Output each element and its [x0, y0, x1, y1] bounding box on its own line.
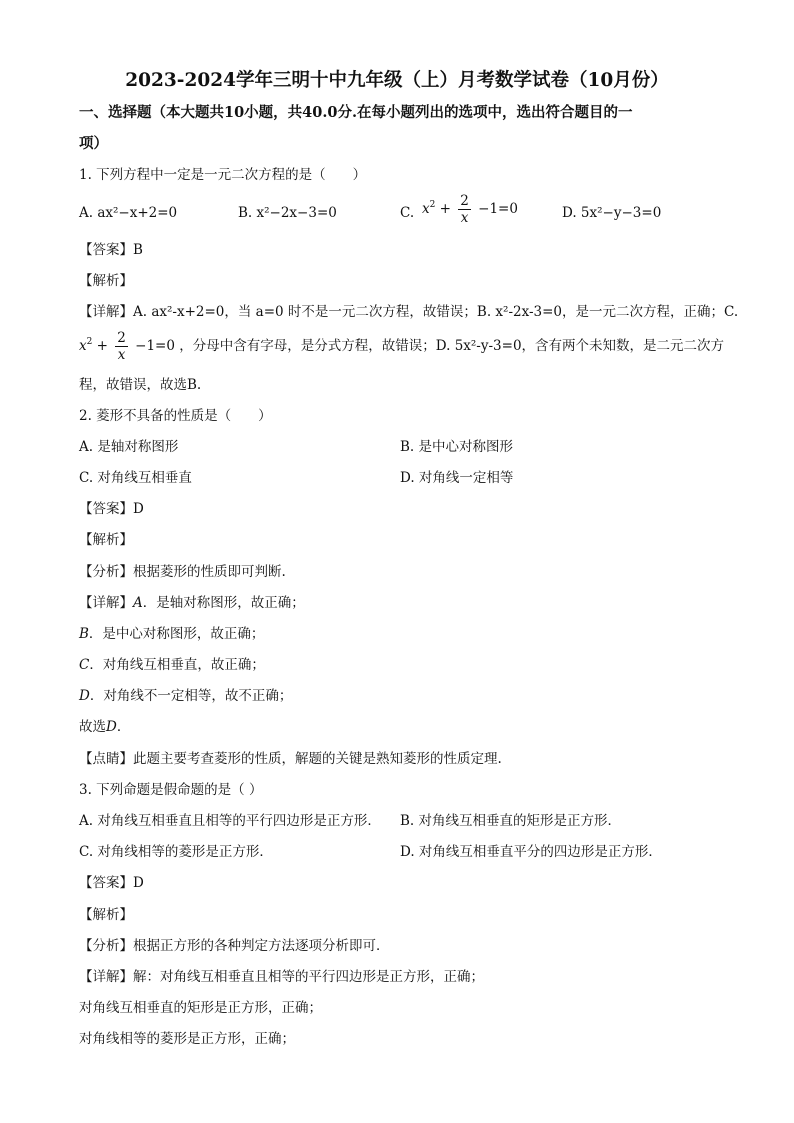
q3-jiexi: 【解析】: [79, 907, 133, 923]
section-heading-line1: 一、选择题（本大题共10小题，共40.0分.在每小题列出的选项中，选出符合题目的一: [79, 104, 633, 121]
q2-choose: [79, 718, 130, 736]
q2-stem: 2. 菱形不具备的性质是（ ）: [79, 408, 272, 424]
q2-answer: 【答案】D: [79, 501, 144, 517]
eq-variable: x: [79, 338, 87, 354]
q1-option-d: D. 5x²−y−3=0: [562, 205, 662, 221]
detail-text: ．对角线不一定相等，故不正确；: [89, 688, 293, 704]
q1-option-b: B. x²−2x−3=0: [238, 205, 337, 221]
choose-prefix: 故选: [79, 719, 106, 735]
q1-option-c-label: C.: [400, 205, 415, 221]
q3-option-d: D. 对角线互相垂直平分的四边形是正方形．: [400, 844, 662, 860]
eq-tail: −1=0: [478, 201, 518, 217]
q2-jiexi: 【解析】: [79, 532, 133, 548]
q2-fenxi: 【分析】根据菱形的性质即可判断.: [79, 564, 286, 580]
q3-answer: 【答案】D: [79, 875, 144, 891]
q1-detail-line2: [79, 329, 724, 363]
section-heading-line2: 项）: [79, 135, 108, 152]
q2-detail-d: [79, 687, 292, 705]
q1-answer: 【答案】B: [79, 242, 143, 258]
q2-detail-a: [79, 594, 305, 612]
q2-detail-b: [79, 625, 264, 643]
q2-option-a: A. 是轴对称图形: [79, 439, 179, 455]
q3-stem: 3. 下列命题是假命题的是（ ）: [79, 782, 263, 798]
detail-text: ．是中心对称图形，故正确；: [88, 626, 265, 642]
eq-plus: +: [439, 201, 451, 217]
q1-detail-line3: 程，故错误，故选B.: [79, 377, 202, 393]
q3-fenxi: 【分析】根据正方形的各种判定方法逐项分析即可．: [79, 938, 390, 954]
option-letter: D: [79, 688, 90, 704]
q3-detail-line1: 【详解】解：对角线互相垂直且相等的平行四边形是正方形，正确；: [79, 969, 484, 985]
q1-option-c-equation: [422, 192, 518, 226]
q2-dianjing: 【点睛】此题主要考查菱形的性质，解题的关键是熟知菱形的性质定理.: [79, 751, 502, 767]
option-letter: A: [133, 595, 143, 611]
detail-text: ．对角线互相垂直，故正确；: [89, 657, 265, 673]
q3-detail-line2: 对角线互相垂直的矩形是正方形，正确；: [79, 1000, 322, 1016]
eq-variable: x: [422, 201, 430, 217]
eq-denominator: x: [460, 210, 469, 226]
q3-detail-line3: 对角线相等的菱形是正方形，正确；: [79, 1031, 295, 1047]
q2-detail-c: [79, 656, 265, 674]
q2-option-b: B. 是中心对称图形: [400, 439, 514, 455]
q1-detail-line1: 【详解】A. ax²-x+2=0，当 a=0 时不是一元二次方程，故错误；B. x²-2x-3=0，是一元二次方程，正确；C.: [79, 304, 739, 320]
q1-jiexi: 【解析】: [79, 273, 133, 289]
eq-numerator: 2: [460, 193, 469, 209]
eq-numerator: 2: [117, 330, 126, 346]
eq-plus: +: [96, 338, 108, 354]
eq-denominator: x: [117, 347, 126, 363]
option-letter: B: [79, 626, 89, 642]
option-letter: C: [79, 657, 90, 673]
eq-tail: −1=0: [135, 338, 175, 354]
eq-exponent: 2: [86, 337, 93, 347]
q2-option-d: D. 对角线一定相等: [400, 470, 514, 486]
q3-option-b: B. 对角线互相垂直的矩形是正方形．: [400, 813, 622, 829]
eq-exponent: 2: [429, 200, 436, 210]
q1-option-a: A. ax²−x+2=0: [79, 205, 178, 221]
q2-option-c: C. 对角线互相垂直: [79, 470, 192, 486]
q3-option-a: A. 对角线互相垂直且相等的平行四边形是正方形．: [79, 813, 381, 829]
q1-stem: 1. 下列方程中一定是一元二次方程的是（ ）: [79, 167, 367, 183]
detail-prefix: 【详解】: [79, 595, 133, 611]
eq-fraction: [115, 330, 128, 363]
eq-fraction: [458, 193, 471, 226]
detail-text: ．是轴对称图形，故正确；: [142, 595, 305, 611]
choose-suffix: ．: [116, 719, 131, 735]
q1-detail-line2-text: ，分母中含有字母，是分式方程，故错误；D. 5x²-y-3=0，含有两个未知数，是二元二次方: [179, 338, 725, 354]
q3-option-c: C. 对角线相等的菱形是正方形．: [79, 844, 273, 860]
page-title: 2023-2024学年三明十中九年级（上）月考数学试卷（10月份）: [125, 70, 669, 91]
choose-letter: D: [106, 719, 117, 735]
